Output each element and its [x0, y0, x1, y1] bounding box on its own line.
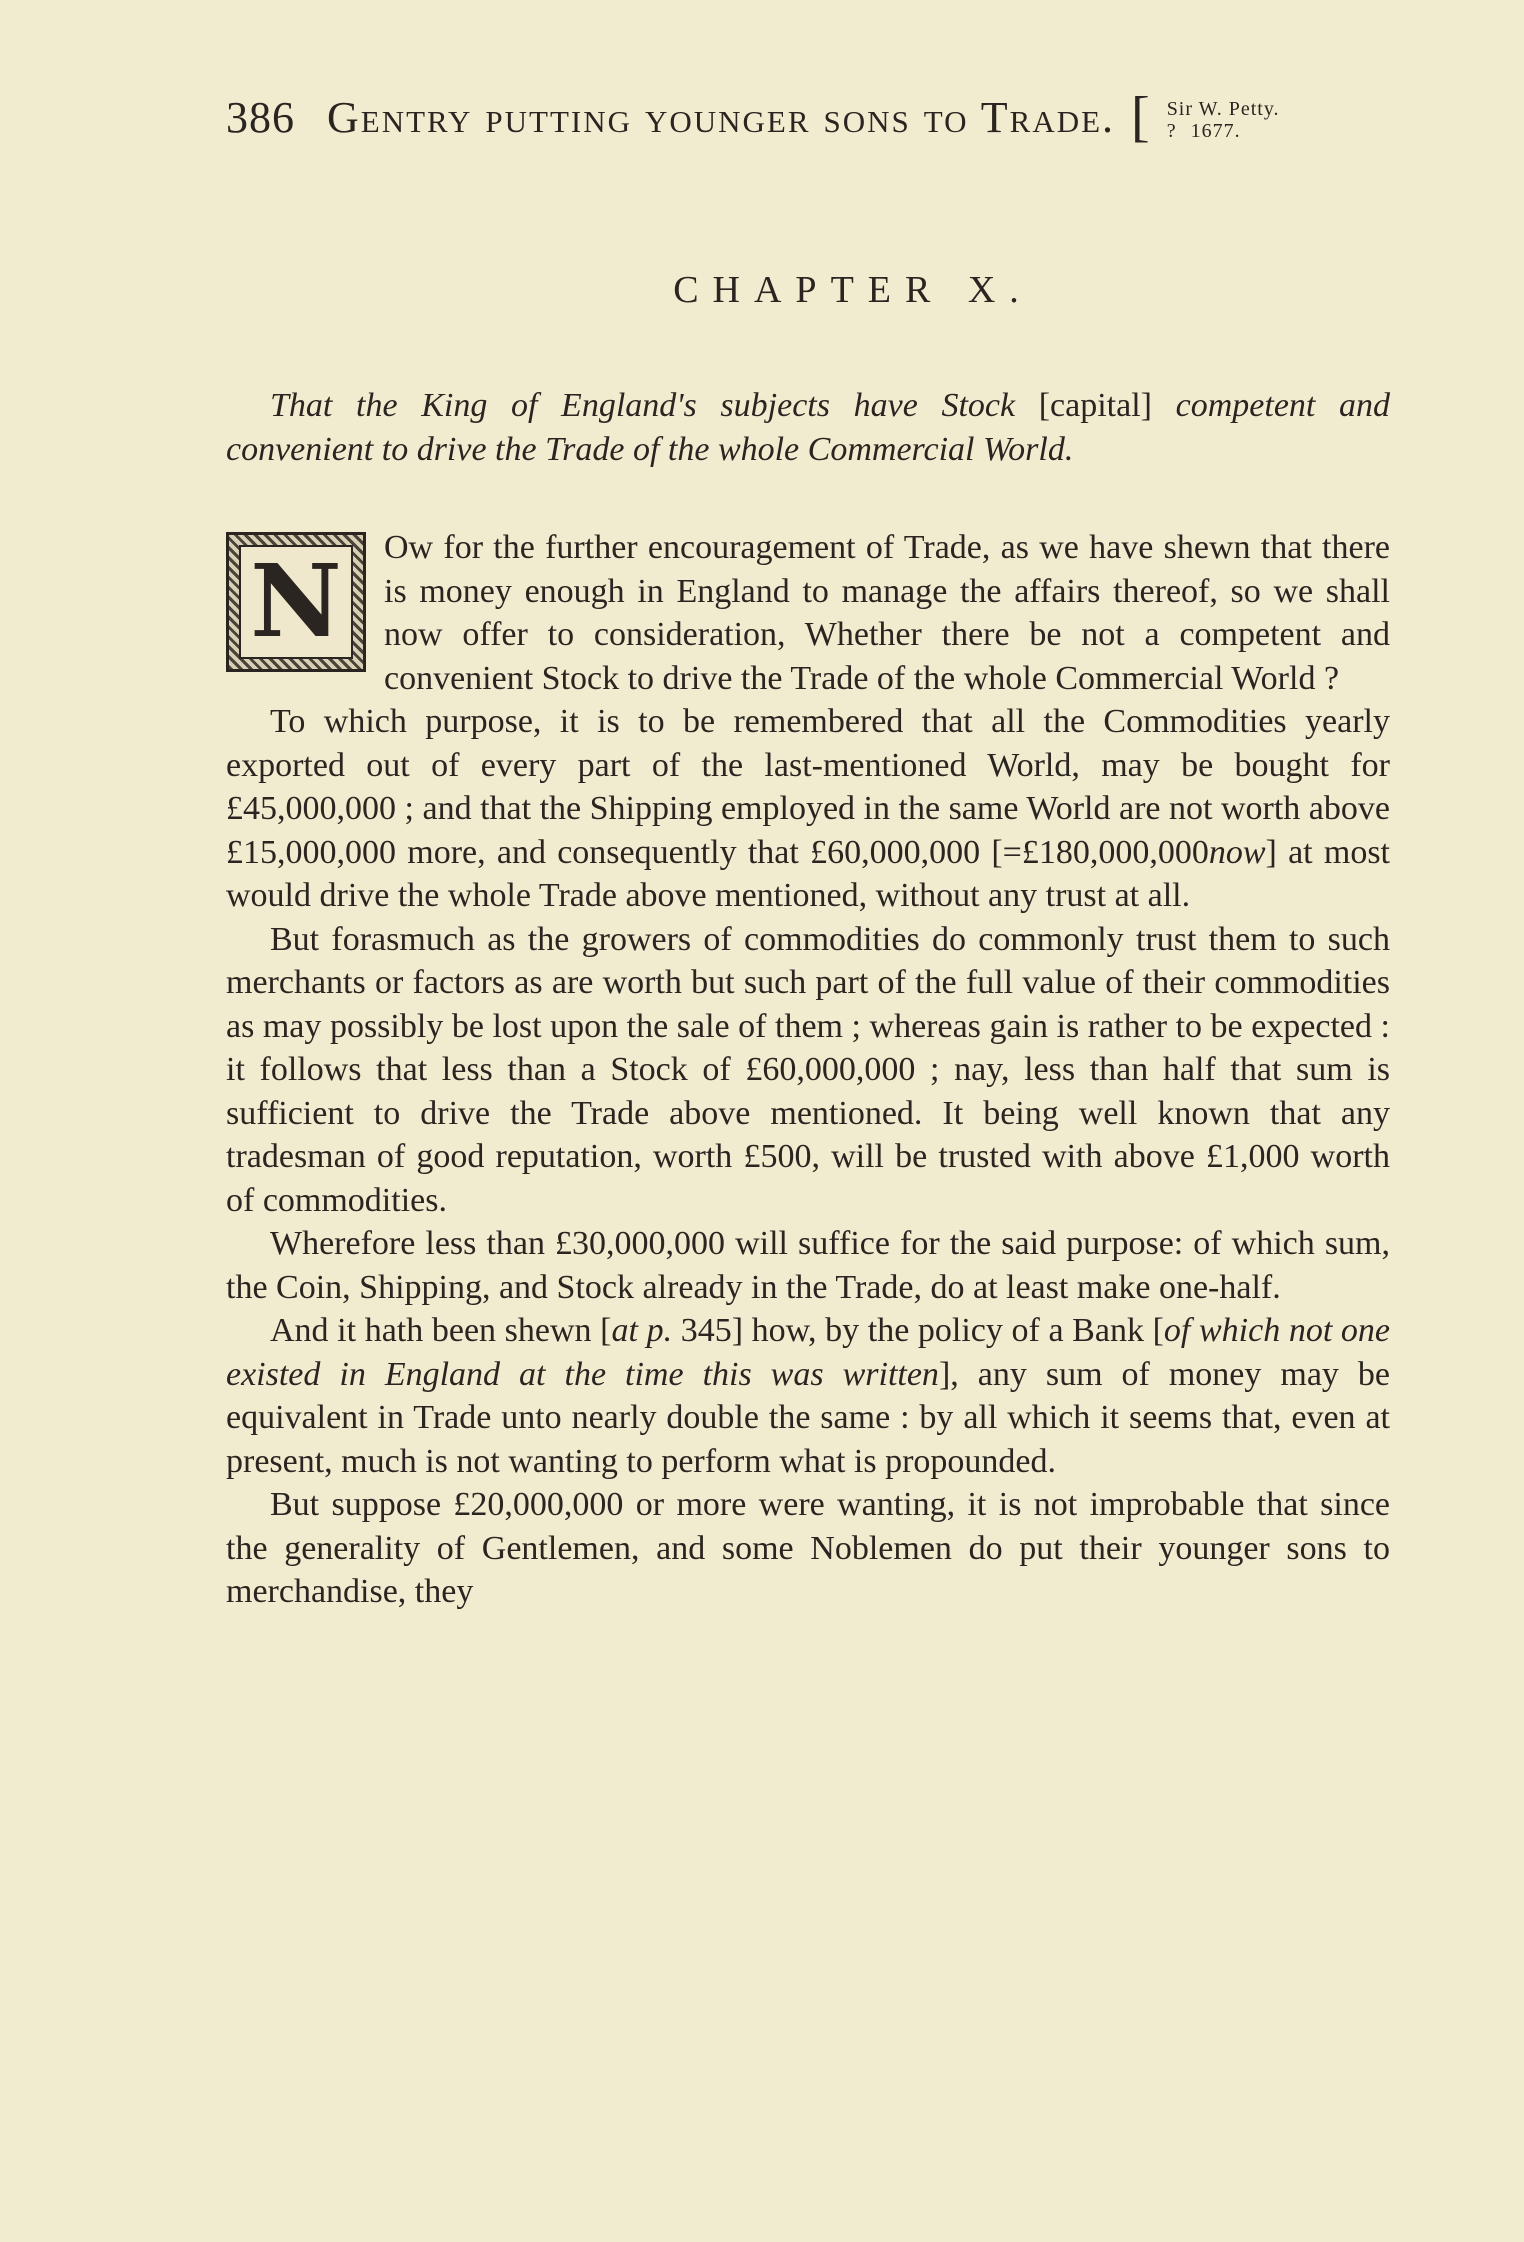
- attribution-year: 1677.: [1190, 120, 1241, 142]
- paragraph-1-text: Ow for the further encouragement of Trade, as we have shewn that there is money enough in England to manage the affairs thereof, so we shall now offer to consideration, Whether there be not a competent and convenient Stock to drive the Trade of the whole Commercial World ?: [384, 529, 1390, 697]
- paragraph-5-italic-2: of which not one existed in England at the time this was written: [226, 1312, 1390, 1393]
- paragraph-5: [226, 1309, 1390, 1483]
- summary-italic-1: That the King of England's subjects have Stock: [270, 387, 1016, 424]
- attribution-bracket: [: [1131, 86, 1151, 148]
- paragraph-4: Wherefore less than £30,000,000 will suffice for the said purpose: of which sum, the Coin, Shipping, and Stock already in the Trade, do at least make one-half.: [226, 1225, 1390, 1306]
- attribution-name: Sir W. Petty.: [1166, 98, 1280, 120]
- page-number: 386: [226, 93, 295, 142]
- body-text: [226, 526, 1390, 1614]
- paragraph-2: [226, 700, 1390, 918]
- book-page: [226, 86, 1391, 1614]
- paragraph-2-italic: now: [1208, 833, 1266, 871]
- paragraph-1: [226, 526, 1390, 700]
- attribution: [1167, 98, 1288, 142]
- drop-cap-ornament: [226, 532, 366, 672]
- summary-bracket: [capital]: [1038, 387, 1152, 424]
- paragraph-2-text-a: To which purpose, it is to be remembered that all the Commodities yearly exported out of every part of the last-mentioned World, may be bought for £45,000,000 ; and that the Shipping employed in the same World are not worth above £15,000,000 more, and consequently that £60,000,000 [=£180,000,000: [226, 703, 1390, 871]
- running-head: [226, 86, 1390, 162]
- drop-cap-letter: N: [239, 545, 353, 659]
- attribution-mark: ?: [1166, 120, 1177, 142]
- paragraph-6: But suppose £20,000,000 or more were wanting, it is not improbable that since the generality of Gentlemen, and some Noblemen do put their younger sons to merchandise, they: [226, 1486, 1390, 1610]
- paragraph-5-italic-1: at p.: [611, 1312, 673, 1349]
- chapter-summary: [226, 384, 1390, 472]
- paragraph-5-text-b: 345] how, by the policy of a Bank [: [672, 1312, 1164, 1349]
- paragraph-5-text-c: ], any sum of money may be equivalent in Trade unto nearly double the same : by all which it seems that, even at present, much is not wanting to perform what is propounded.: [226, 1355, 1391, 1480]
- paragraph-5-text-a: And it hath been shewn [: [270, 1312, 612, 1349]
- paragraph-2-text-b: ] at most would drive the whole Trade above mentioned, without any trust at all.: [226, 833, 1390, 914]
- paragraph-3: But forasmuch as the growers of commodities do commonly trust them to such merchants or factors as are worth but such part of the full value of their commodities as may possibly be lost upon the sale of them ; whereas gain is rather to be expected : it follows that less than a Stock of £60,000,000 ; nay, less than half that sum is sufficient to drive the Trade above mentioned. It being well known that any tradesman of good reputation, worth £500, will be trusted with above £1,000 worth of commodities.: [226, 920, 1390, 1219]
- running-title: Gentry putting younger sons to Trade.: [327, 93, 1116, 142]
- summary-italic-2: competent and convenient to drive the Trade of the whole Commercial World.: [226, 387, 1391, 468]
- chapter-heading: CHAPTER X.: [673, 269, 1033, 311]
